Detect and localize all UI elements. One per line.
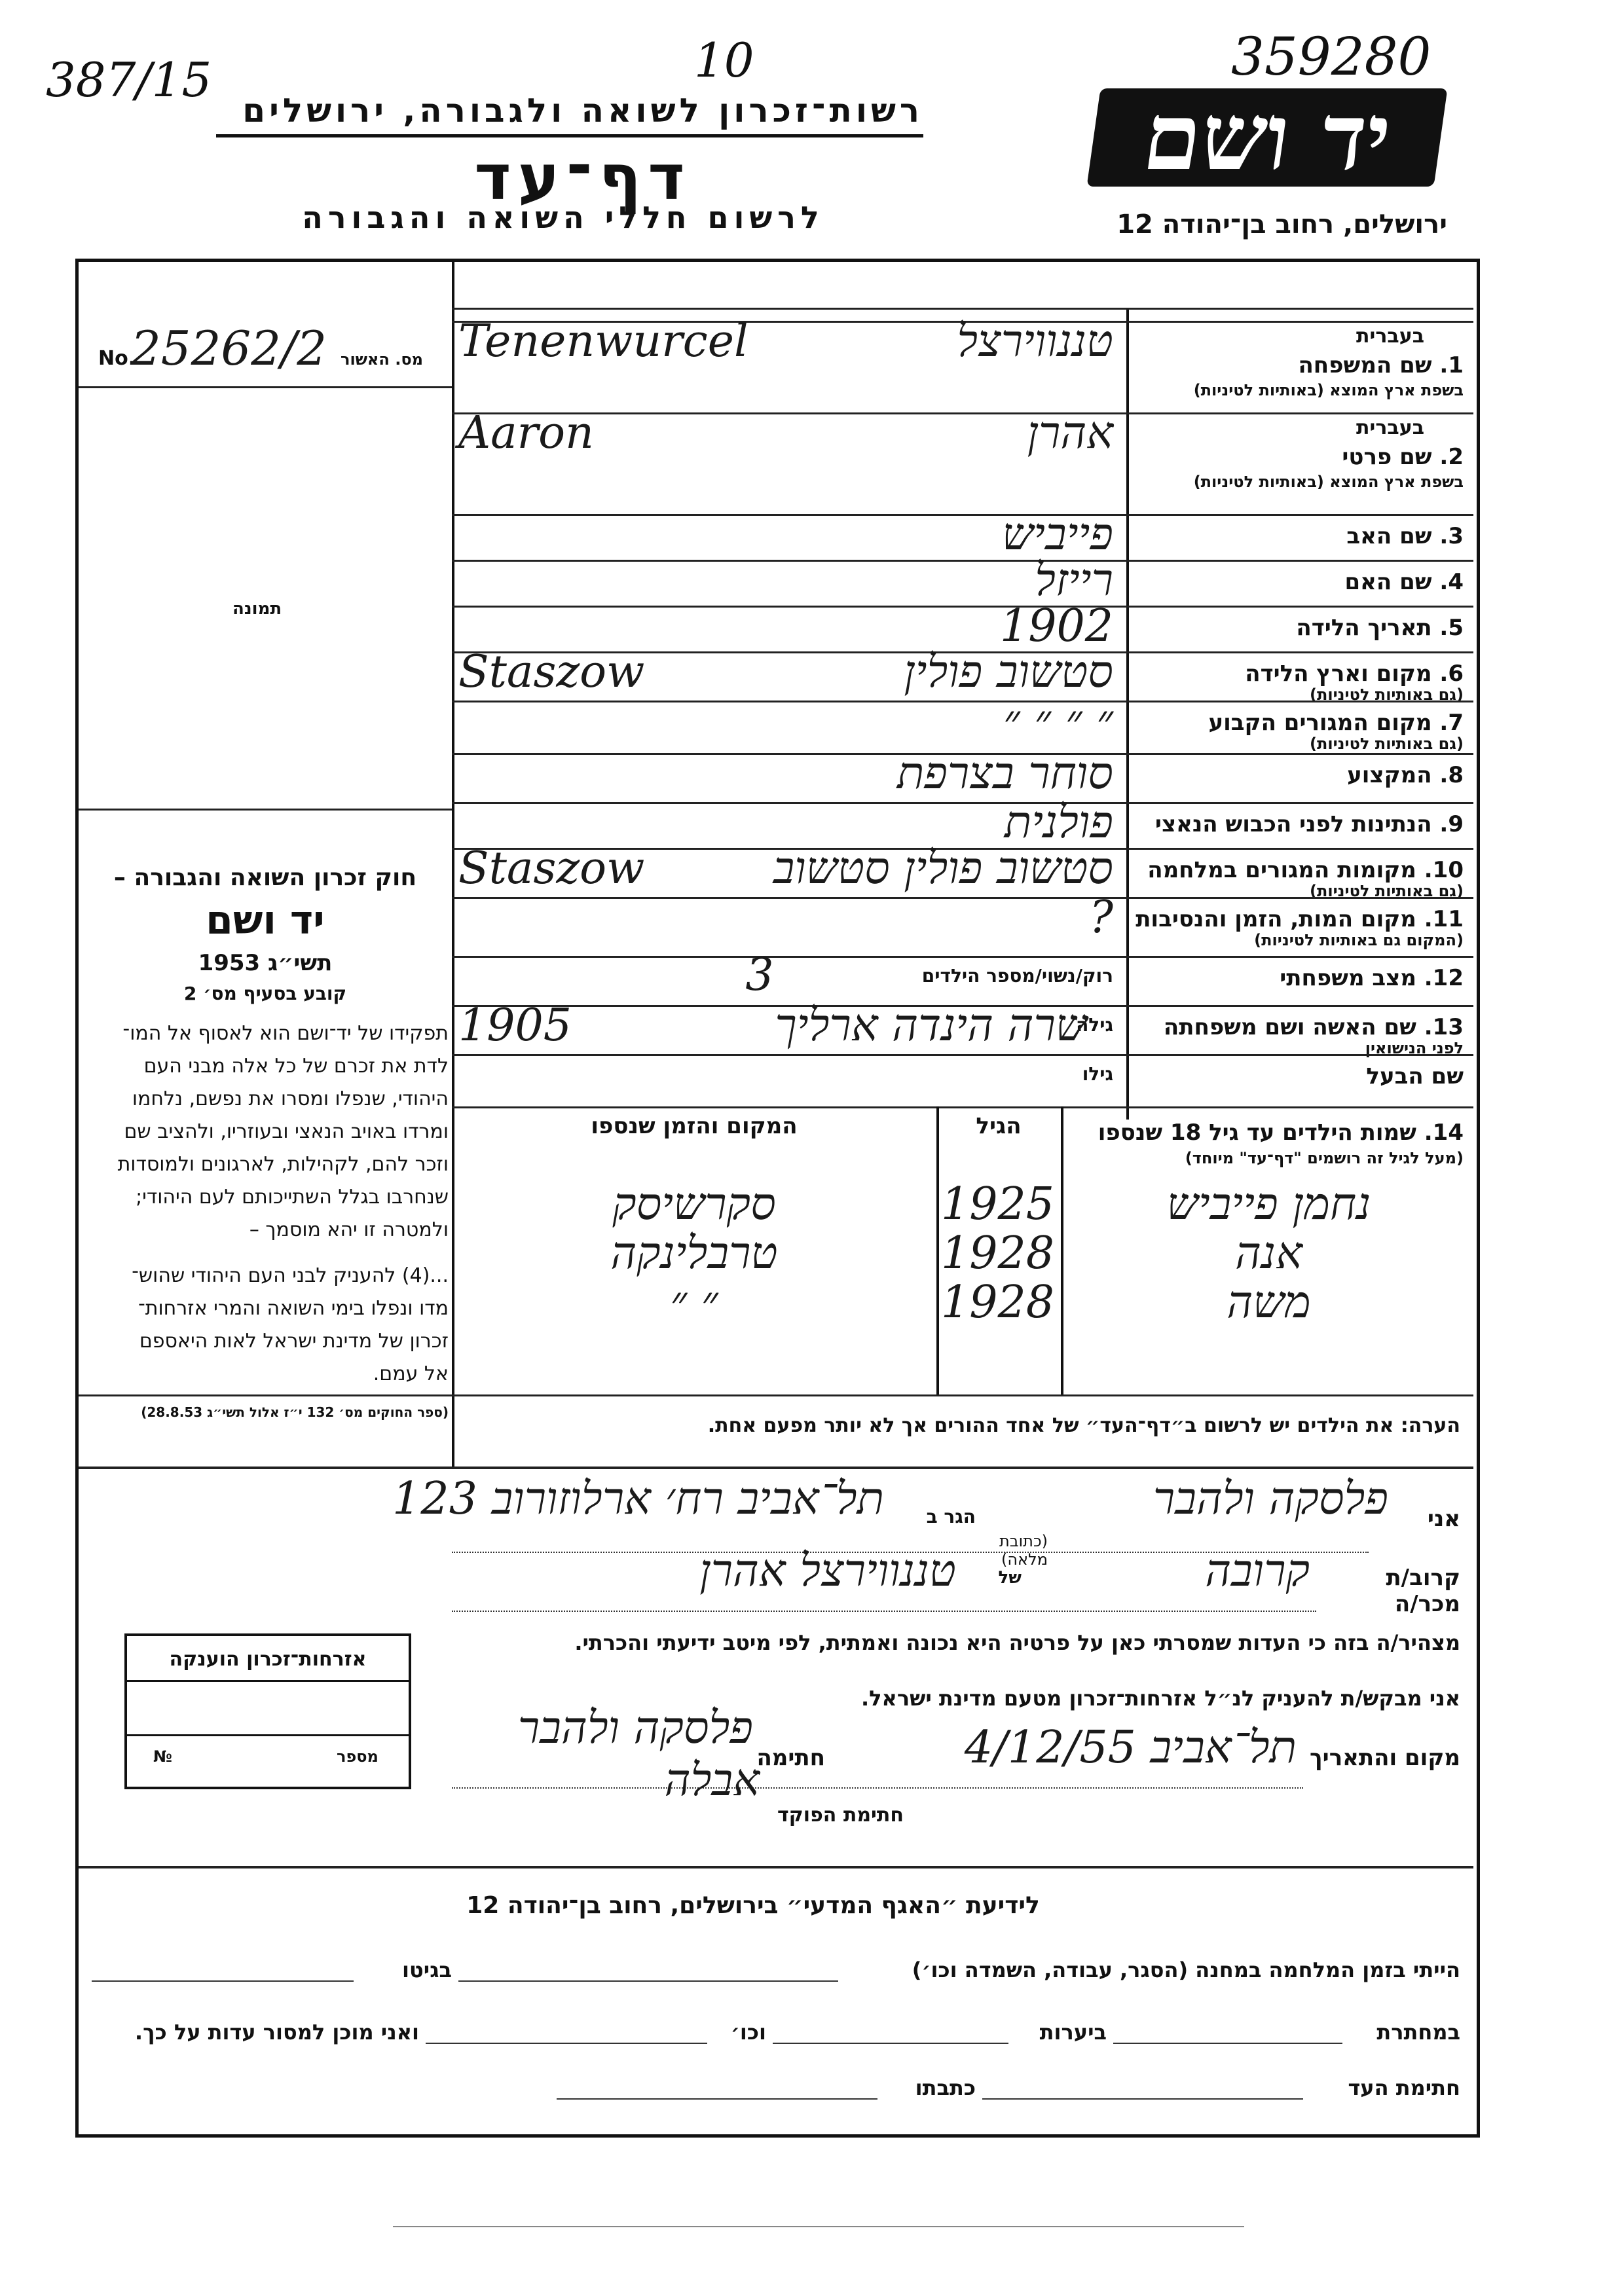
law-title-1: חוק זכרון השואה והגבורה –: [113, 864, 417, 891]
child-name: משה: [1227, 1277, 1311, 1328]
child-place: ״ ״: [670, 1277, 718, 1328]
field-value-hebrew: שרה הינדה ארליך: [775, 1000, 1087, 1051]
field-value-latin: 1905: [458, 1000, 572, 1051]
field-value-hebrew: סוחר בצרפת: [896, 748, 1113, 799]
decl-address-value: תל־אביב רח׳ ארלוזורוב 123: [392, 1473, 884, 1525]
decl-name-value: פלסקה ולהבר: [1153, 1473, 1388, 1525]
field-label: 4. שם האם: [1344, 569, 1464, 595]
top-inner-line: [452, 308, 1473, 310]
footer-rule-2: [92, 1980, 354, 1982]
field-lang-label: בעברית: [1356, 325, 1424, 348]
file-no-label: No.: [98, 347, 136, 370]
children-col-age: הגיל: [976, 1113, 1022, 1139]
law-block: [82, 864, 449, 1391]
field-value-hebrew: טננווירצל: [957, 316, 1113, 367]
corner-number: 387/15: [46, 52, 212, 107]
footer-line3-a: חתימת העד: [1348, 2075, 1460, 2100]
field-value-hebrew: ״ ״ ״ ״: [1003, 695, 1113, 747]
field-sub-label: לפני הנישואין: [1365, 1039, 1464, 1057]
children-top-line: [452, 1106, 1473, 1108]
decl-gar-hint: (כתובת מלאה): [999, 1532, 1048, 1569]
decl-relation-value: קרובה: [1205, 1545, 1310, 1597]
file-number-box: [79, 321, 452, 388]
field-value-hebrew: 1902: [999, 600, 1113, 652]
field-label: 5. תאריך הלידה: [1296, 615, 1464, 641]
field-value-hebrew: סטשוב פולין סטשוב: [773, 843, 1113, 894]
footer-rule-4: [773, 2043, 1008, 2044]
law-line: תפקידו של יד־ושם הוא לאסוף אל המו־: [122, 1022, 449, 1045]
child-age: 1928: [940, 1277, 1054, 1328]
law-line: אל עמם.: [373, 1362, 449, 1385]
law-bottom-line: [79, 1394, 452, 1396]
field-value-hebrew: ?: [1089, 892, 1113, 943]
field-value-latin: Staszow: [458, 843, 645, 894]
law-source: (ספר החוקים מס׳ 132 י״ז אלול תשי״ג 28.8.53): [141, 1404, 449, 1420]
citizenship-no: №: [153, 1747, 172, 1766]
footer-info: לידיעת ״האגף המדעי״ בירושלים, רחוב בן־יהודה 12: [466, 1892, 1040, 1919]
children-sub: (מעל לגיל זה רושמים "דף־עד" מיוחד): [1185, 1149, 1464, 1167]
footer-line2-d: ואני מוכן למסור עדות על כך.: [134, 2020, 419, 2045]
note: הערה: את הילדים יש לרשום ב״דף־העד״ של אחד ההורים אך לא יותר מפעם אחת.: [707, 1414, 1460, 1437]
footer-rule-6: [982, 2098, 1303, 2100]
authority-underline: [216, 134, 923, 137]
citizenship-box: [124, 1633, 411, 1789]
field-sub-label: (המקום גם באותיות לטיניות): [1254, 931, 1464, 949]
field-sub-label: בשפת ארץ המוצא (באותיות לטיניות): [1193, 473, 1464, 491]
field-label: 12. מצב משפחתי: [1280, 965, 1464, 991]
sidebar-divider: [452, 259, 454, 1467]
law-line: מדו ונפלו בימי השואה והמרי אזרחות־: [138, 1297, 449, 1320]
field-lang-label: בעברית: [1356, 416, 1424, 439]
field-value-hebrew: פייביש: [1001, 509, 1113, 560]
decl-signature-value: פלסקה ולהבר: [517, 1702, 753, 1754]
citizenship-title: אזרחות־זכרון הוענקה: [127, 1636, 409, 1682]
decl-line-2: [452, 1611, 1316, 1612]
decl-officer-value: אבלה: [664, 1755, 760, 1806]
field-label: 3. שם האב: [1346, 523, 1464, 549]
note-bottom-line: [79, 1467, 1473, 1469]
field-label: 13. שם האשה ושם משפחתה: [1163, 1014, 1464, 1040]
children-col-line-2: [1061, 1106, 1063, 1394]
field-label: שם הבעל: [1366, 1063, 1464, 1089]
page-subtitle: לרשום חללי השואה והגבורה: [302, 200, 824, 235]
note-top-line: [452, 1394, 1473, 1396]
field-value-hebrew: רייזל: [1035, 555, 1113, 606]
photo-label: תמונה: [232, 599, 282, 619]
decl-officer-label: חתימת הפוקד: [777, 1804, 904, 1827]
footer-rule-1: [458, 1980, 838, 1982]
child-name: אנה: [1235, 1228, 1302, 1279]
field-label: 8. המקצוע: [1347, 762, 1464, 788]
law-line: וזכר להם, לקהילות, לארגונים ולמוסדות: [117, 1153, 449, 1176]
decl-of-label: של: [998, 1568, 1022, 1588]
field-mid-label: גילו: [1082, 1063, 1113, 1085]
field-value-latin: Staszow: [458, 646, 645, 698]
field-value-hebrew: 3: [745, 949, 774, 1001]
footer-line2-c: וכו׳: [730, 2020, 766, 2045]
law-line: זכרון של מדינת ישראל לאות היאספם: [139, 1330, 449, 1353]
child-place: טרבלינקה: [610, 1228, 778, 1279]
photo-bottom-line: [79, 809, 452, 811]
law-line: ומרדו באויב הנאצי ובעוזריו, ולהציב שם: [124, 1120, 449, 1143]
children-title: שמות הילדים עד גיל 18 שנספו: [1098, 1120, 1416, 1146]
law-line: ...(4) להעניק לבני העם היהודי שהוש־: [132, 1264, 449, 1287]
footer-top-line: [79, 1866, 1473, 1868]
page-number: 10: [694, 33, 754, 88]
decl-signature-label: חתימה: [756, 1745, 825, 1771]
children-col-line-1: [936, 1106, 939, 1394]
decl-request: אני מבקש/ת להעניק לנ״ל אזרחות־זכרון מטעם מדינת ישראל.: [861, 1686, 1460, 1711]
logo-text: יד ושם: [1136, 84, 1398, 191]
law-line: ולמטרה זו יהא מוסמך –: [249, 1218, 449, 1241]
authority-name: רשות־זכרון לשואה ולגבורה, ירושלים: [242, 92, 923, 130]
file-number: 25262/2: [131, 321, 327, 376]
field-sub-label: (גם באותיות לטיניות): [1310, 735, 1464, 753]
address: ירושלים, רחוב בן־יהודה 12: [1116, 210, 1447, 240]
field-value-latin: Aaron: [458, 407, 594, 459]
field-label: 7. מקום המגורים הקבוע: [1208, 710, 1464, 736]
footer-rule-7: [557, 2098, 877, 2100]
file-label: מס. האשור: [341, 350, 423, 369]
law-line: שנחרבו בגלל השתייכותם לעם היהודי;: [136, 1186, 449, 1209]
children-label: [1074, 1120, 1464, 1146]
field-row-line: [452, 1054, 1473, 1056]
decl-ani-label: אני: [1427, 1506, 1460, 1532]
page-title: דף־עד: [474, 141, 692, 214]
footer-line1-a: הייתי בזמן המלחמה במחנה (הסגר, עבודה, השמדה וכו׳): [912, 1958, 1460, 1982]
field-mid-label: רוק/נשוי/מספר הילדים: [921, 965, 1113, 987]
child-age: 1925: [940, 1178, 1054, 1230]
footer-line3-b: כתבתו: [915, 2075, 976, 2100]
citizenship-number-label: מספר: [337, 1747, 378, 1766]
decl-of-value: טננווירצל אהרן: [699, 1545, 956, 1597]
citizenship-divider: [127, 1734, 409, 1736]
decl-relation-label: קרוב/ת מכר/ה: [1386, 1565, 1460, 1617]
field-value-latin: Tenenwurcel: [458, 316, 748, 367]
children-num: 14.: [1424, 1120, 1464, 1146]
field-mid-label: גילה: [1076, 1014, 1113, 1036]
footer-rule-3: [1113, 2043, 1342, 2044]
yad-vashem-logo: [1086, 84, 1447, 191]
field-label: 1. שם המשפחה: [1298, 352, 1464, 378]
decl-place-date-value: תל־אביב 4/12/55: [964, 1722, 1297, 1774]
child-name: נחמן פייביש: [1166, 1178, 1371, 1230]
law-title-2: יד ושם: [206, 898, 325, 943]
footer-line2-a: במחתרת: [1376, 2020, 1460, 2045]
field-row-line: [452, 956, 1473, 958]
children-col-place: המקום והזמן שנספו: [591, 1113, 798, 1139]
field-sub-label: בשפת ארץ המוצא (באותיות לטיניות): [1193, 381, 1464, 399]
law-line: היהודי, שנפלו ומסרו את נפשם, נלחמו: [132, 1087, 449, 1110]
labels-divider: [1126, 308, 1129, 1120]
footer-line2-b: ביערות: [1039, 2020, 1107, 2045]
field-label: 6. מקום וארץ הלידה: [1245, 661, 1464, 687]
law-section: קובע בסעיף מס׳ 2: [183, 983, 347, 1004]
page-bottom-rule: [393, 2226, 1244, 2227]
field-value-hebrew: סטשוב פולין: [904, 646, 1113, 698]
footer-rule-5: [426, 2043, 707, 2044]
law-line: לדת את זכרם של כל אלה מבני העם: [143, 1055, 449, 1078]
law-text: [82, 1017, 449, 1391]
decl-statement: מצהיר/ה בזה כי העדות שמסרתי כאן על פרטיה היא נכונה ואמתית, לפי מיטב ידיעתי והכרתי.: [574, 1630, 1460, 1655]
field-label: 2. שם פרטי: [1342, 444, 1464, 470]
child-place: סקרשיסק: [612, 1178, 776, 1230]
field-label: 10. מקומות המגורים במלחמה: [1147, 857, 1464, 883]
field-label: 9. הנתינות לפני הכבוש הנאצי: [1154, 811, 1464, 837]
field-value-hebrew: פולנית: [1004, 797, 1113, 848]
decl-gar-label: הגר ב: [926, 1506, 976, 1527]
field-label: 11. מקום המות, הזמן והנסיבות: [1135, 906, 1464, 932]
footer-line1-b: בגיטו: [402, 1958, 452, 1982]
child-age: 1928: [940, 1228, 1054, 1279]
field-sub-label: (גם באותיות לטיניות): [1310, 882, 1464, 900]
decl-place-date-label: מקום והתאריך: [1310, 1745, 1460, 1771]
field-sub-label: (גם באותיות לטיניות): [1310, 685, 1464, 704]
law-title-3: תשי״ג 1953: [198, 950, 333, 976]
field-value-hebrew: אהרן: [1027, 407, 1113, 459]
record-number: 359280: [1231, 26, 1431, 87]
